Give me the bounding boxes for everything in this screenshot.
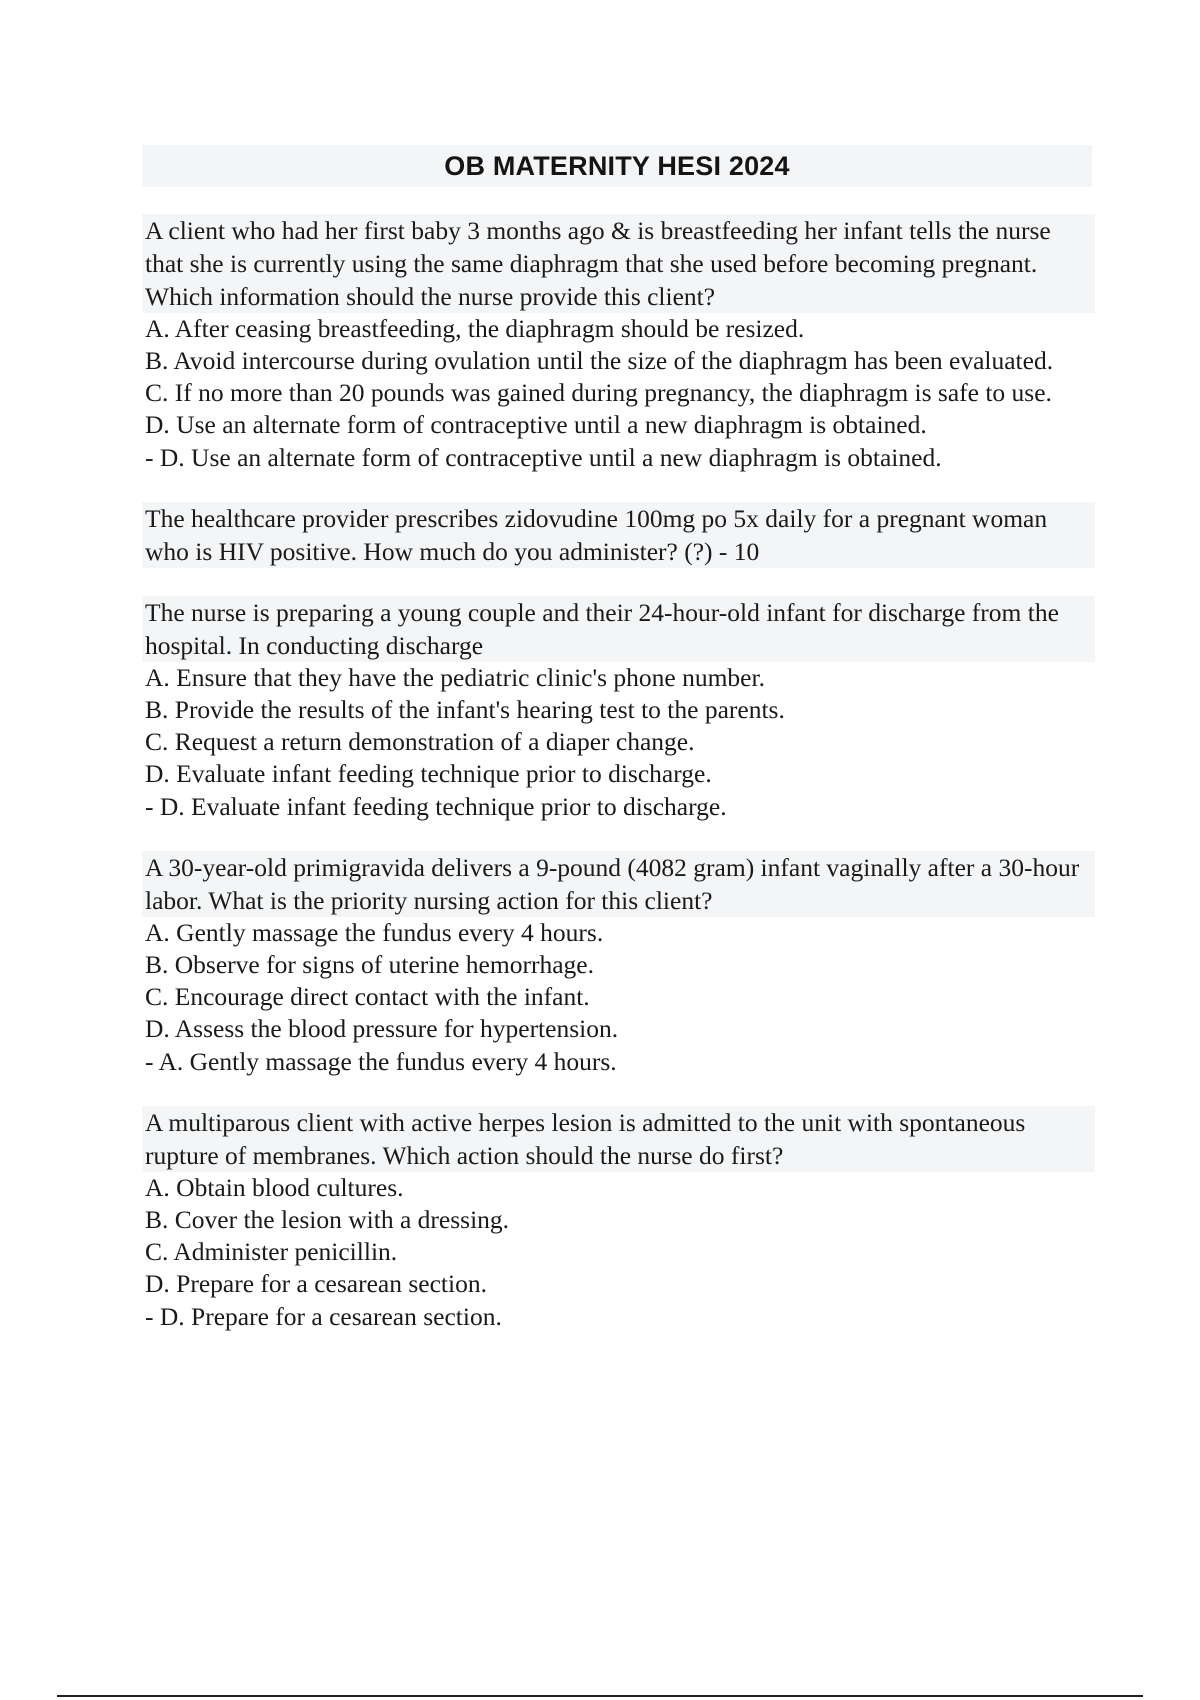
answer-line: - D. Prepare for a cesarean section. [145,1302,502,1331]
footer-divider [57,1695,1143,1697]
question-1 [145,214,1095,474]
question-text: The healthcare provider prescribes zidovudine 100mg po 5x daily for a pregnant woman who is HIV positive. How much do you administer? (?) - 10 [142,502,1095,568]
question-list [145,214,1095,1361]
option-c: C. If no more than 20 pounds was gained during pregnancy, the diaphragm is safe to use. [145,378,1052,407]
page-title: OB MATERNITY HESI 2024 [444,150,790,181]
option-b: B. Provide the results of the infant's hearing test to the parents. [145,695,785,724]
option-c: C. Encourage direct contact with the infant. [145,982,590,1011]
question-text: A client who had her first baby 3 months ago & is breastfeeding her infant tells the nurse that she is currently using the same diaphragm that she used before becoming pregnant. Which information should the nurse provide this client? [142,214,1095,313]
answer-line: - D. Evaluate infant feeding technique prior to discharge. [145,792,727,821]
option-c: C. Request a return demonstration of a diaper change. [145,727,695,756]
question-4 [145,851,1095,1078]
question-5 [145,1106,1095,1333]
option-b: B. Avoid intercourse during ovulation until the size of the diaphragm has been evaluated. [145,346,1054,375]
option-c: C. Administer penicillin. [145,1237,398,1266]
answer-line: - A. Gently massage the fundus every 4 hours. [145,1047,617,1076]
option-a: A. Ensure that they have the pediatric clinic's phone number. [145,663,765,692]
option-d: D. Prepare for a cesarean section. [145,1269,487,1298]
question-text: The nurse is preparing a young couple and their 24-hour-old infant for discharge from the hospital. In conducting discharge [142,596,1095,662]
question-text: A multiparous client with active herpes lesion is admitted to the unit with spontaneous rupture of membranes. Which action should the nurse do first? [142,1106,1095,1172]
question-text: A 30-year-old primigravida delivers a 9-pound (4082 gram) infant vaginally after a 30-hour labor. What is the priority nursing action for this client? [142,851,1095,917]
option-d: D. Evaluate infant feeding technique prior to discharge. [145,759,712,788]
question-2 [145,502,1095,568]
option-b: B. Cover the lesion with a dressing. [145,1205,510,1234]
title-band [142,145,1092,187]
option-a: A. Obtain blood cultures. [145,1173,404,1202]
option-d: D. Use an alternate form of contraceptive until a new diaphragm is obtained. [145,410,927,439]
option-a: A. Gently massage the fundus every 4 hours. [145,918,604,947]
option-b: B. Observe for signs of uterine hemorrhage. [145,950,594,979]
question-3 [145,596,1095,823]
option-d: D. Assess the blood pressure for hypertension. [145,1014,619,1043]
option-a: A. After ceasing breastfeeding, the diaphragm should be resized. [145,314,805,343]
answer-line: - D. Use an alternate form of contraceptive until a new diaphragm is obtained. [145,443,942,472]
